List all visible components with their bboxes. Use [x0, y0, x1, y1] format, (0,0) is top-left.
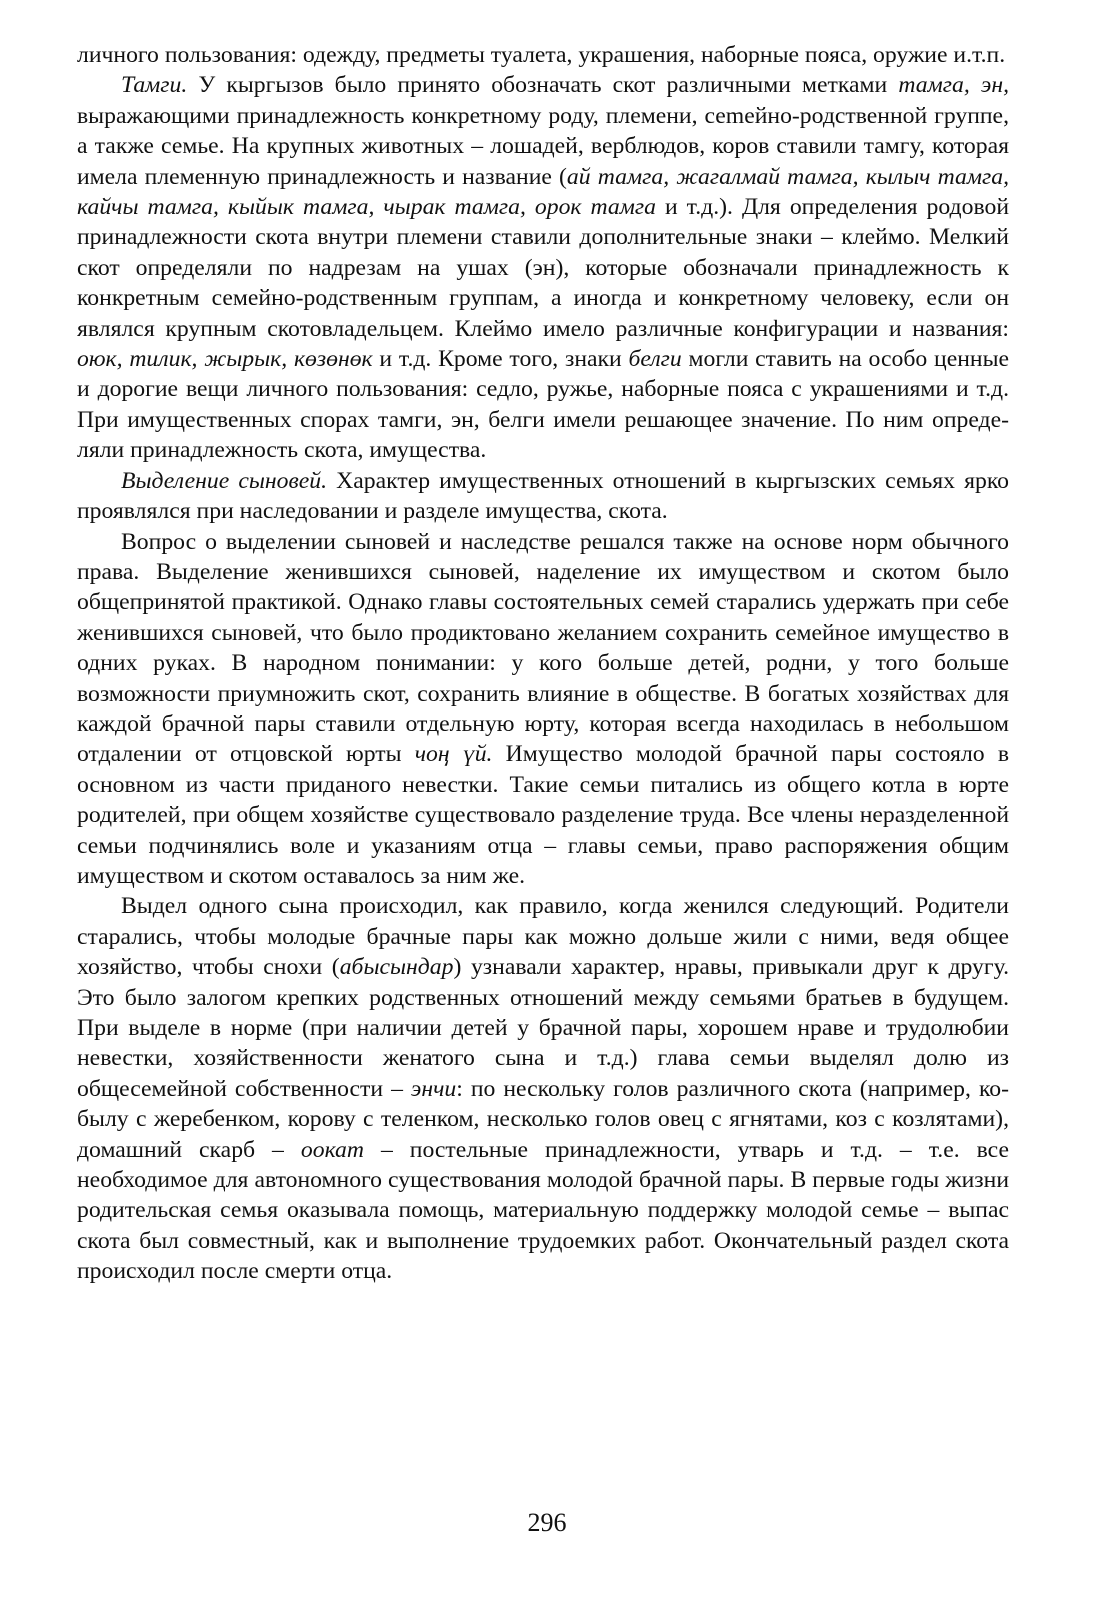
paragraph-tamgi: [77, 70, 1009, 465]
paragraph-vydelenie-synovey: [77, 466, 1009, 527]
text-run: и т.д.). Для определения родовой принадлежности скота внутри племени ставили дополнительные знаки – клеймо. Мелкий скот определяли по надрезам на ушах (эн), которые обозначали принадлежность к конкретным семейно-родственным группам, а иногда и конкретному человеку, если он являлся крупным скотовладельцем. Клеймо имело различные конфигурации и названия:: [77, 194, 1009, 342]
text-run: ) узнавали характер, нравы, привыкали друг к другу. Это было залогом крепких родственных отношений между семьями братьев в будущем. При выделе в норме (при наличии детей у брачной пары, хорошем нраве и трудолюбии невестки, хозяйственности женатого сына и т.д.) глава семьи выделял долю из общесемейной собственности –: [77, 954, 1009, 1102]
text-run: личного пользования: одежду, предметы туалета, украшения, наборные пояса, оружие и.т.п.: [77, 42, 1006, 68]
italic-term: оокат: [300, 1136, 365, 1163]
italic-term: энчи: [410, 1075, 457, 1102]
text-run: Характер имущественных отношений в кыргызских семьях ярко проявлялся при наследовании и разделе имущества, скота.: [77, 467, 1009, 525]
text-run: : по нескольку голов различного скота (например, кобылу с жеребенком, корову с теленком, несколько голов овец с ягнятами, коз с козлятами), домашний скарб –: [77, 1075, 1009, 1163]
italic-term: тамга, эн,: [898, 72, 1009, 99]
text-run: выражающими принадлежность конкретному роду, племени, сеmейно-родственной группе, а также семье. На крупных животных – лошадей, верблюдов, коров ставили тамгу, которая имела племенную принадлежность и название (: [77, 102, 1009, 190]
text-run: – постельные принадлежности, утварь и т.д. – т.е. все необходимое для автономного существования молодой брачной пары. В первые годы жизни родительская семья оказывала помощь, материальную поддержку молодой семье – выпас скота был совместный, как и выполнение трудоемких работ. Окончательный раздел скота происходил после смерти отца.: [77, 1136, 1009, 1285]
text-run: и т.д. Кроме того, знаки: [372, 346, 629, 373]
italic-term: Тамги.: [121, 72, 188, 99]
italic-term: оюк, тилик, жырык, көзөнөк: [77, 346, 373, 373]
body-text: [77, 40, 1009, 1287]
paragraph-vopros: [77, 527, 1009, 892]
italic-term: белги: [628, 346, 682, 373]
italic-term: чоң үй.: [414, 741, 493, 768]
paragraph-vydel: [77, 891, 1009, 1286]
page-number: 296: [527, 1508, 567, 1537]
italic-term: абысындар: [339, 954, 454, 981]
text-run: могли ставить на особо ценные и дорогие вещи личного пользования: седло, ружье, наборные пояса с украшениями и т.д. При имущественных спорах тамги, эн, белги имели решающее значение. По ним определяли принадлежность скота, имущества.: [77, 346, 1009, 464]
text-run: У кыргызов было принято обозначать скот различными метками: [187, 72, 899, 99]
italic-term: Выделение сыновей.: [121, 467, 328, 494]
paragraph-continuation: [77, 40, 1009, 70]
text-run: Вопрос о выделении сыновей и наследстве решался также на основе норм обычного права. Выделение женившихся сыновей, наделение их имуществом и скотом было общепринятой практикой. Однако главы состоятельных семей старались удержать при себе женившихся сыновей, что было продиктовано желанием сохранить семейное имущество в одних руках. В народном понимании: у кого больше детей, родни, у того больше возможности приумножить скот, сохранить влияние в обществе. В богатых хозяйствах для каждой брачной пары ставили отдельную юрту, которая всегда находилась в небольшом отдалении от отцовской юрты: [77, 528, 1009, 768]
text-run: Имущество молодой брачной пары состояло в основном из части приданого невестки. Такие семьи питались из общего котла в юрте родителей, при общем хозяйстве существовало разделение труда. Все члены неразделенной семьи подчинялись воле и указаниям отца – главы семьи, право распоряжения общим имуществом и скотом оставалось за ним же.: [77, 741, 1010, 889]
text-run: Выдел одного сына происходил, как правило, когда женился следующий. Родители старались, чтобы молодые брачные пары как можно дольше жили с ними, ведя общее хозяйство, чтобы снохи (: [77, 893, 1009, 981]
italic-term: ай тамга, жагалмай тамга, кылыч тамга, кайчы тамга, кыйык тамга, чырак тамга, орок тамга: [77, 163, 1009, 221]
